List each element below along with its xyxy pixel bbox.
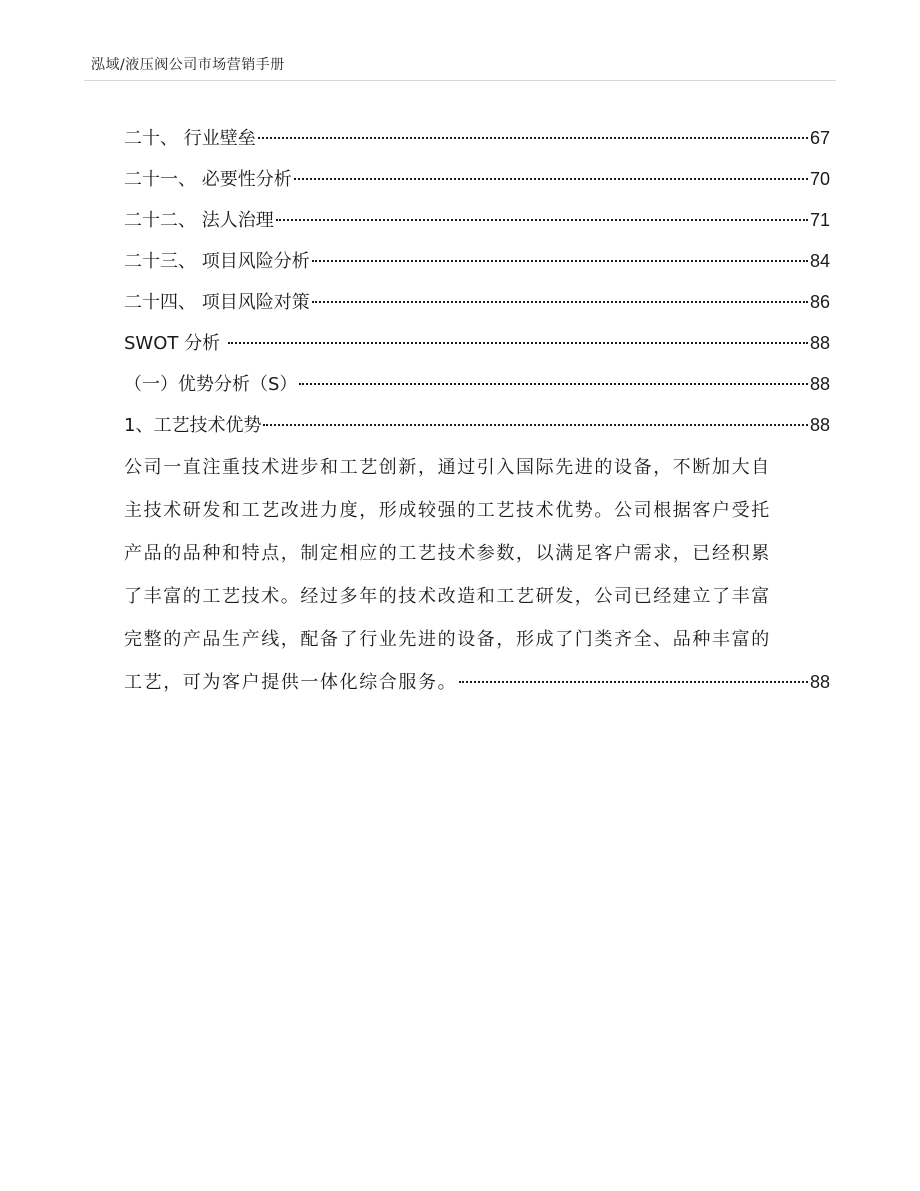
paragraph-line: 完整的产品生产线，配备了行业先进的设备，形成了门类齐全、品种丰富的 — [124, 629, 771, 650]
toc-leader-dots — [228, 342, 808, 344]
toc-page-number: 88 — [809, 672, 830, 692]
toc-leader-dots — [299, 383, 808, 385]
toc-leader-dots — [312, 301, 808, 303]
paragraph-line: 主技术研发和工艺改进力度，形成较强的工艺技术优势。公司根据客户受托 — [124, 500, 771, 521]
toc-entry[interactable] — [124, 282, 830, 323]
toc-entry-label: SWOT 分析 — [124, 333, 226, 354]
paragraph-line: 公司一直注重技术进步和工艺创新，通过引入国际先进的设备，不断加大自 — [124, 457, 771, 478]
toc-entry[interactable] — [124, 405, 830, 446]
toc-leader-dots — [294, 178, 808, 180]
toc-entry-label: 二十四、 项目风险对策 — [124, 292, 310, 313]
toc-entry-label: （一）优势分析（S） — [124, 374, 298, 395]
paragraph-line: 产品的品种和特点，制定相应的工艺技术参数，以满足客户需求，已经积累 — [124, 543, 771, 564]
toc-leader-dots — [258, 137, 808, 139]
toc-page-number: 67 — [809, 128, 830, 148]
running-header: 泓域/液压阀公司市场营销手册 — [91, 57, 285, 73]
toc-page-number: 88 — [809, 333, 830, 353]
toc-entry[interactable] — [124, 323, 830, 364]
toc-entry-label: 1、工艺技术优势 — [124, 415, 262, 436]
toc-leader-dots — [276, 219, 808, 221]
toc-entry-label: 二十二、 法人治理 — [124, 210, 274, 231]
toc-page-number: 88 — [809, 415, 830, 435]
paragraph-line: 了丰富的工艺技术。经过多年的技术改造和工艺研发，公司已经建立了丰富 — [124, 586, 771, 607]
paragraph-line: 工艺，可为客户提供一体化综合服务。 — [124, 672, 458, 693]
toc-page-number: 70 — [809, 169, 830, 189]
toc-paragraph-entry[interactable] — [124, 446, 830, 704]
toc-leader-dots — [459, 681, 808, 683]
toc-entry[interactable] — [124, 118, 830, 159]
toc-entry[interactable] — [124, 159, 830, 200]
header-rule — [84, 80, 836, 81]
toc-entry[interactable] — [124, 200, 830, 241]
toc-entry[interactable] — [124, 241, 830, 282]
toc-page-number: 86 — [809, 292, 830, 312]
toc-leader-dots — [263, 424, 808, 426]
toc-page-number: 71 — [809, 210, 830, 230]
toc-page-number: 88 — [809, 374, 830, 394]
toc-entry-label: 二十三、 项目风险分析 — [124, 251, 310, 272]
table-of-contents — [124, 118, 830, 704]
toc-entry[interactable] — [124, 364, 830, 405]
toc-entry-label: 二十、 行业壁垒 — [124, 128, 256, 149]
toc-entry-label: 二十一、 必要性分析 — [124, 169, 292, 190]
toc-leader-dots — [312, 260, 808, 262]
toc-page-number: 84 — [809, 251, 830, 271]
paragraph-last-line — [124, 661, 830, 704]
